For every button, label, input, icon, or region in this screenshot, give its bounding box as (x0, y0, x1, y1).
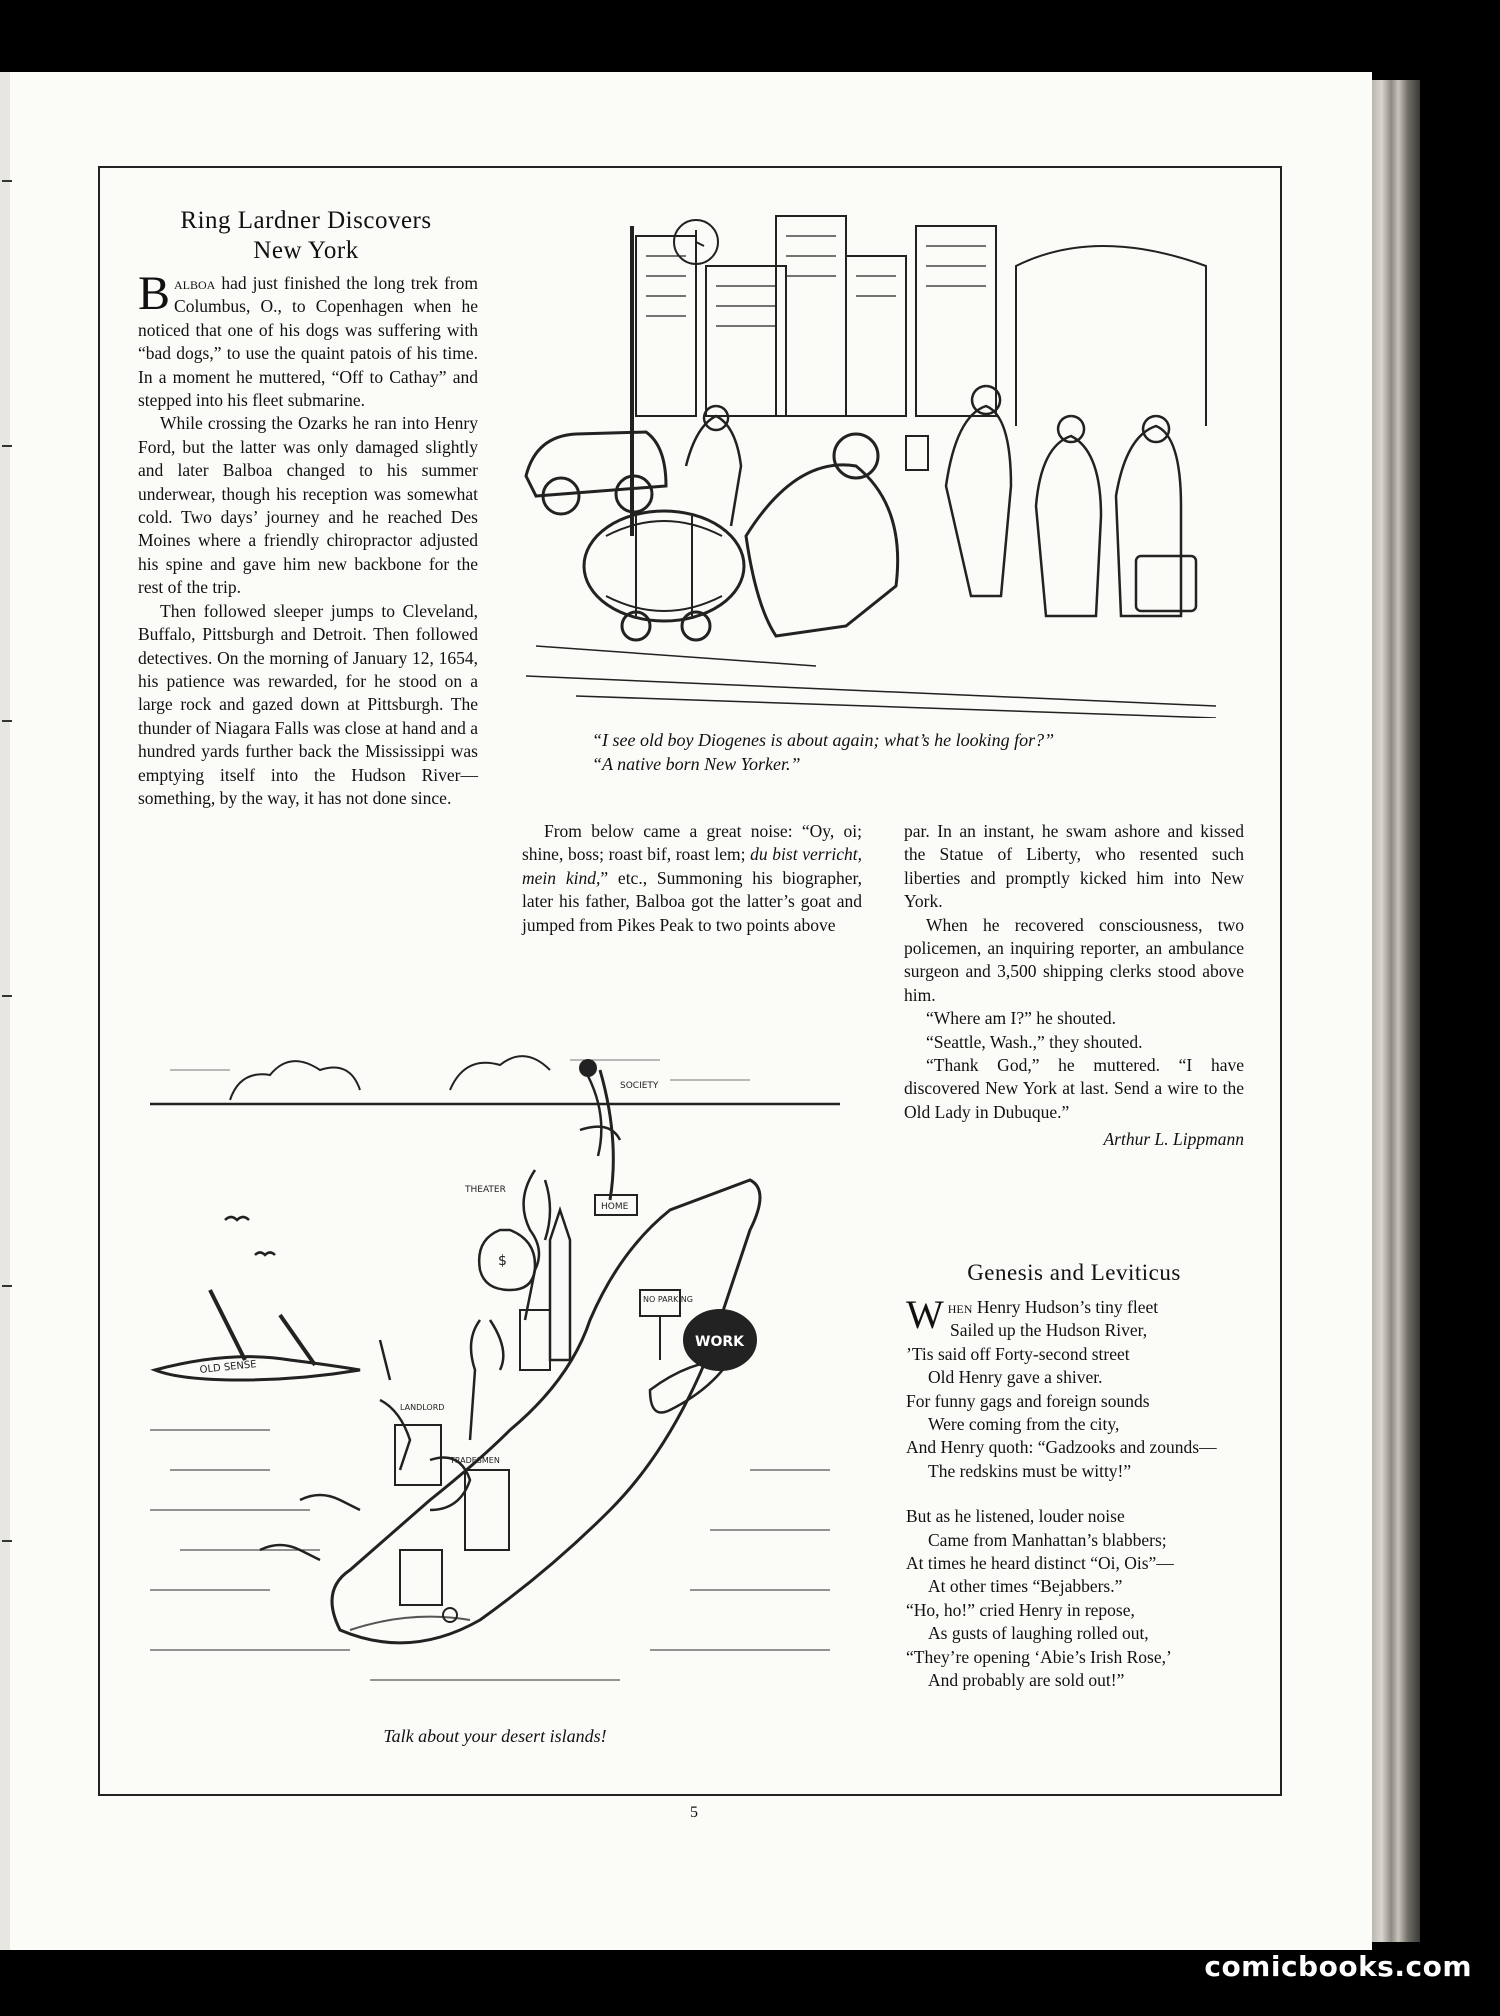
lantern (906, 436, 928, 470)
drop-cap: B (138, 267, 171, 320)
suitcase (1136, 556, 1196, 611)
poem-title: Genesis and Leviticus (967, 1260, 1181, 1285)
sinking-ship (155, 1357, 360, 1380)
poem-line: As gusts of laughing rolled out, (928, 1623, 1149, 1644)
ship-label: OLD SENSE (199, 1359, 258, 1376)
skyscraper (846, 256, 906, 416)
article-paragraph: par. In an instant, he swam ashore and kissed the Statue of Liberty, who resented such liberties and promptly kicked him into New York. (904, 821, 1244, 912)
stitch-mark (2, 180, 12, 182)
poem-line: And probably are sold out!” (928, 1670, 1125, 1691)
headline-line: Ring Lardner Discovers (180, 207, 432, 234)
article-paragraph: When he recovered consciousness, two policemen, an inquiring reporter, an ambulance surgeon and 3,500 shipping clerks stood above him. (904, 914, 1244, 1005)
text-span: From below came a great noise: “Oy, oi; shine, boss; roast bif, roast lem; (522, 821, 862, 865)
article-column-1 (138, 267, 478, 810)
italic-phrase: du bist verricht, mein kind, (522, 844, 862, 888)
skyscraper (706, 266, 786, 416)
poem-body (906, 1292, 1246, 1715)
dollar-sign: $ (498, 1253, 507, 1269)
poem-line: ’Tis said off Forty-second street (906, 1343, 1130, 1364)
manhattan-island-cartoon (150, 1030, 840, 1710)
poem-line: The redskins must be witty!” (928, 1460, 1132, 1481)
poem-line: At times he heard distinct “Oi, Ois”— (906, 1553, 1174, 1574)
office-building (465, 1470, 509, 1550)
cartoon-caption-2: Talk about your desert islands! (383, 1726, 607, 1746)
money-bag (479, 1230, 535, 1290)
article-column-3 (904, 820, 1244, 1152)
stitch-mark (2, 720, 12, 722)
drop-cap: W (906, 1292, 944, 1337)
skull-icon (443, 1608, 457, 1622)
article-paragraph: Then followed sleeper jumps to Cleveland, Buffalo, Pittsburgh and Detroit. Then followed detectives. On the morning of January 12, 1654, his patience was rewarded, for he stood on a large rock and gazed down at Pittsburgh. The thunder of Niagara Falls was close at hand and a hundred yards further back the Mississippi was emptying itself into the Hudson River—something, by the way, it has not done since. (138, 600, 478, 808)
society-figure (580, 1060, 596, 1076)
arched-facade (1016, 246, 1206, 426)
diogenes-figure (746, 465, 898, 636)
text-span: ” etc., Summoning his biographer, later his father, Balboa got the latter’s goat and jumped from Pikes Peak to two points above (522, 867, 862, 935)
poem-line: Were coming from the city, (928, 1414, 1120, 1435)
caption-line: “A native born New Yorker.” (592, 754, 801, 774)
barrel (584, 511, 744, 621)
tradesmen-label: TRADESMEN (450, 1456, 500, 1465)
article-paragraph (522, 820, 862, 937)
diogenes-street-cartoon (516, 206, 1238, 718)
native-figure (470, 1320, 503, 1440)
poem-line: Old Henry gave a shiver. (928, 1367, 1103, 1388)
poem-line-text: Henry Hudson’s tiny fleet (972, 1297, 1159, 1317)
poem-stanza-1 (906, 1292, 1246, 1483)
poem-stanza-2 (906, 1505, 1246, 1692)
article-headline (132, 206, 480, 266)
cloud (450, 1056, 550, 1090)
lead-text: had just finished the long trek from Columbus, O., to Copenhagen when he noticed that one of his dogs was suffering with “bad dogs,” to use the quaint patois of his time. In a moment he muttered, “Off to Cathay” and stepped into his fleet submarine. (138, 273, 478, 411)
poem-line: But as he listened, louder noise (906, 1506, 1125, 1527)
article-paragraph: “Thank God,” he muttered. “I have discovered New York at last. Send a wire to the Old Lady in Dubuque.” (904, 1055, 1244, 1122)
book-binding-edge (1372, 80, 1420, 1942)
bird-icon (225, 1217, 275, 1255)
lead-smallcaps: alboa (174, 273, 216, 293)
landlord-label: LANDLORD (400, 1403, 445, 1412)
page-number: 5 (690, 1804, 698, 1821)
article-column-2 (522, 820, 862, 937)
article-paragraph: “Seattle, Wash.,” they shouted. (926, 1031, 1143, 1052)
article-paragraph: While crossing the Ozarks he ran into Henry Ford, but the latter was only damaged slightly and later Balboa changed to his summer underwear, though his reception was somewhat cold. Two days’ journey and he reached Des Moines where a friendly chiropractor adjusted his spine and gave him new backbone for the rest of the trip. (138, 413, 478, 598)
article-paragraph (138, 267, 478, 412)
stitch-mark (2, 995, 12, 997)
theater-dancer (524, 1170, 550, 1320)
site-watermark: comicbooks.com (1204, 1950, 1472, 1983)
poem-line: Sailed up the Hudson River, (950, 1320, 1148, 1341)
society-label: SOCIETY (620, 1081, 659, 1091)
office-building (400, 1550, 442, 1605)
cloud (230, 1061, 360, 1100)
caption-line: “I see old boy Diogenes is about again; what’s he looking for?” (592, 730, 1055, 750)
poem-line: “They’re opening ‘Abie’s Irish Rose,’ (906, 1646, 1172, 1667)
poem-line: For funny gags and foreign sounds (906, 1390, 1150, 1411)
work-label: WORK (695, 1334, 744, 1350)
stitch-mark (2, 1540, 12, 1542)
headline-line: New York (253, 237, 359, 264)
poem-line: At other times “Bejabbers.” (928, 1576, 1123, 1597)
stitch-mark (2, 445, 12, 447)
home-label: HOME (601, 1202, 629, 1212)
poem-line: Came from Manhattan’s blabbers; (928, 1529, 1167, 1550)
crowd (686, 386, 1196, 616)
office-building (395, 1425, 441, 1485)
stitch-mark (2, 1285, 12, 1287)
article-paragraph: “Where am I?” he shouted. (926, 1008, 1116, 1029)
obelisk-building (550, 1210, 570, 1360)
theater-label: THEATER (465, 1185, 506, 1195)
lead-smallcaps: hen (947, 1297, 973, 1317)
skyscraper (916, 226, 996, 416)
poem-line: “Ho, ho!” cried Henry in repose, (906, 1599, 1135, 1620)
poem-line: And Henry quoth: “Gadzooks and zounds— (906, 1437, 1217, 1458)
byline: Arthur L. Lippmann (1103, 1129, 1244, 1150)
no-parking-label: NO PARKING (643, 1295, 693, 1304)
cartoon-caption-1 (592, 728, 1212, 776)
